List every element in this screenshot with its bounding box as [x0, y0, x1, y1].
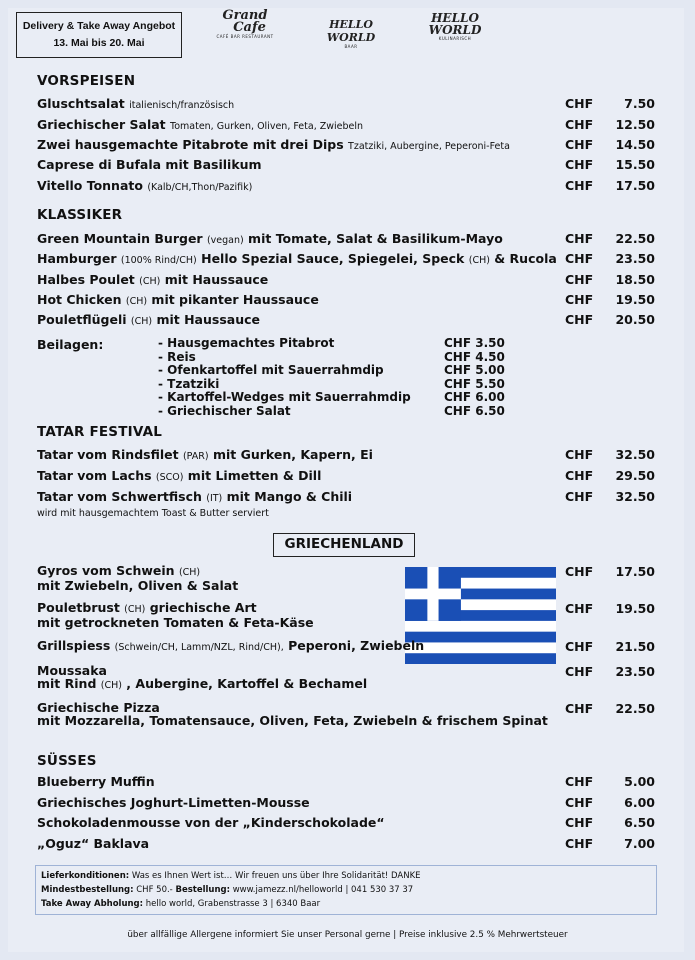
item-price: 23.50: [615, 251, 655, 266]
item-line-2: mit Mozzarella, Tomatensauce, Oliven, Feta, Zwiebeln & frischem Spinat: [37, 713, 548, 728]
menu-item-row: [37, 178, 657, 196]
item-detail: , Aubergine, Kartoffel & Bechamel: [121, 676, 368, 691]
item-origin: (CH): [468, 255, 490, 266]
item-origin: (SCO): [155, 472, 184, 483]
item-detail: Tomaten, Gurken, Oliven, Feta, Zwiebeln: [170, 121, 364, 132]
item-name: [37, 231, 503, 249]
allergen-note: über allfällige Allergene informiert Sie unser Personal gerne | Preise inklusive 2.5 % Mehrwertsteuer: [127, 930, 568, 940]
section-title-tatar: TATAR FESTIVAL: [37, 424, 163, 440]
currency-label: CHF: [565, 292, 594, 307]
item-title: Schokoladenmousse von der „Kinderschokolade“: [37, 815, 385, 830]
side-dish-price: CHF 5.00: [444, 363, 505, 378]
item-price: 7.00: [624, 836, 655, 851]
grand-cafe-logo: Grand Cafe CAFÉ BAR RESTAURANT: [216, 8, 274, 39]
menu-item-row: [37, 489, 657, 507]
item-name: [37, 272, 268, 290]
item-name: [37, 639, 424, 654]
item-name: [37, 96, 234, 114]
tatar-note: wird mit hausgemachtem Toast & Butter serviert: [37, 508, 269, 519]
item-price: 21.50: [615, 639, 655, 654]
item-origin: (CH): [139, 276, 161, 287]
item-name: [37, 701, 548, 727]
item-name: [37, 312, 260, 330]
item-detail: Hello Spezial Sauce, Spiegelei, Speck: [196, 251, 469, 266]
item-name: [37, 137, 510, 155]
menu-item-row: [37, 117, 657, 135]
item-detail: Tzatziki, Aubergine, Peperoni-Feta: [348, 141, 510, 152]
item-name: [37, 157, 262, 173]
item-title: Grillspiess: [37, 638, 115, 653]
currency-label: CHF: [565, 564, 594, 579]
item-name: [37, 664, 367, 692]
item-price: 19.50: [615, 292, 655, 307]
item-title: Zwei hausgemachte Pitabrote mit drei Dips: [37, 137, 344, 152]
side-dish-name: - Hausgemachtes Pitabrot: [158, 336, 335, 350]
menu-item-row: [37, 564, 657, 594]
item-price: 32.50: [615, 489, 655, 504]
menu-item-row: [37, 157, 657, 175]
item-title: Pouletflügeli: [37, 312, 131, 327]
item-origin: (CH): [130, 316, 153, 327]
item-title: Griechische Pizza: [37, 700, 160, 715]
item-detail: mit Rind: [37, 676, 101, 691]
item-title: Vitello Tonnato: [37, 178, 143, 193]
item-line-1: [37, 601, 314, 616]
item-title: Tatar vom Schwertfisch: [37, 489, 207, 504]
item-price: 19.50: [615, 601, 655, 616]
menu-item-row: [37, 774, 657, 792]
currency-label: CHF: [565, 231, 594, 246]
currency-label: CHF: [565, 96, 594, 111]
menu-item-row: [37, 468, 657, 486]
item-name: [37, 489, 352, 507]
item-price: 12.50: [615, 117, 655, 132]
item-price: 17.50: [615, 564, 655, 579]
item-name: [37, 836, 149, 852]
item-title: Tatar vom Lachs: [37, 468, 156, 483]
item-price: 32.50: [615, 447, 655, 462]
item-price: 22.50: [615, 701, 655, 716]
item-detail: mit Haussauce: [160, 272, 269, 287]
currency-label: CHF: [565, 447, 594, 462]
item-detail: mit Tomate, Salat & Basilikum-Mayo: [243, 231, 503, 246]
item-detail: mit Mango & Chili: [222, 489, 353, 504]
item-detail: mit Gurken, Kapern, Ei: [208, 447, 373, 462]
item-name: [37, 251, 557, 269]
item-price: 7.50: [624, 96, 655, 111]
currency-label: CHF: [565, 137, 594, 152]
side-dish-name: - Griechischer Salat: [158, 404, 291, 418]
menu-item-row: [37, 96, 657, 114]
item-origin: (vegan): [206, 235, 244, 246]
item-detail: & Rucola: [489, 251, 557, 266]
offer-dates: 13. Mai bis 20. Mai: [53, 37, 145, 49]
item-detail: mit Haussauce: [152, 312, 260, 327]
item-price: 22.50: [615, 231, 655, 246]
menu-item-row: [37, 251, 657, 269]
hello-world-logo: HELLO WORLD BAAR: [326, 18, 376, 49]
item-title: Hamburger: [37, 251, 121, 266]
item-price: 20.50: [615, 312, 655, 327]
item-detail: griechische Art: [145, 600, 257, 615]
item-title: Blueberry Muffin: [37, 774, 155, 789]
side-dish-price: CHF 4.50: [444, 349, 505, 364]
offer-title: Delivery & Take Away Angebot: [22, 20, 176, 32]
item-origin: (CH): [100, 680, 122, 691]
item-price: 17.50: [615, 178, 655, 193]
item-name: [37, 774, 155, 790]
currency-label: CHF: [565, 601, 594, 616]
item-name: [37, 564, 238, 592]
menu-item-row: [37, 447, 657, 465]
item-line-1: [37, 639, 424, 654]
item-title: Halbes Poulet: [37, 272, 140, 287]
item-line-1: [37, 564, 238, 579]
side-dish-name: - Reis: [158, 349, 196, 364]
item-name: [37, 601, 314, 629]
item-title: Hot Chicken: [37, 292, 126, 307]
item-title: Moussaka: [37, 663, 107, 678]
delivery-info-box: Lieferkonditionen: Was es Ihnen Wert ist… Wir freuen uns über Ihre Solidarität! DANKE Mindestbestellung: CHF 50.- Bestellung: www.jamezz.nl/helloworld | 041 530 37 37 Take Away Abholung: hello world, Grabenstrasse 3 | 6340 Baar: [35, 865, 657, 915]
currency-label: CHF: [565, 639, 594, 654]
item-title: Tatar vom Rindsfilet: [37, 447, 183, 462]
item-origin: (IT): [206, 493, 223, 504]
side-dish-price: CHF 5.50: [444, 376, 505, 391]
currency-label: CHF: [565, 468, 594, 483]
item-origin: (CH): [125, 296, 148, 307]
item-origin: (Schwein/CH, Lamm/NZL, Rind/CH),: [114, 642, 284, 653]
section-title-klassiker: KLASSIKER: [37, 207, 123, 223]
menu-item-row: [37, 601, 657, 631]
currency-label: CHF: [565, 157, 594, 172]
currency-label: CHF: [565, 489, 594, 504]
item-price: 15.50: [615, 157, 655, 172]
item-price: 14.50: [615, 137, 655, 152]
item-title: Griechisches Joghurt-Limetten-Mousse: [37, 795, 310, 810]
currency-label: CHF: [565, 836, 594, 851]
item-name: [37, 795, 310, 811]
item-title: Gluschtsalat: [37, 96, 125, 111]
currency-label: CHF: [565, 815, 594, 830]
item-title: Gyros vom Schwein: [37, 563, 179, 578]
item-title: „Oguz“ Baklava: [37, 836, 150, 851]
currency-label: CHF: [565, 664, 594, 679]
currency-label: CHF: [565, 795, 594, 810]
side-dish-name: - Ofenkartoffel mit Sauerrahmdip: [158, 363, 384, 378]
item-title: Green Mountain Burger: [37, 231, 207, 246]
item-detail: (Kalb/CH,Thon/Pazifik): [147, 182, 253, 193]
item-line-2: mit Zwiebeln, Oliven & Salat: [37, 578, 239, 593]
item-price: 29.50: [615, 468, 655, 483]
hello-world-kulinarisch-logo: HELLO WORLD KULINARISCH: [428, 11, 482, 41]
item-name: [37, 178, 252, 196]
currency-label: CHF: [565, 251, 594, 266]
item-origin: (PAR): [182, 451, 209, 462]
menu-item-row: [37, 137, 657, 155]
item-detail: italienisch/französisch: [129, 100, 235, 111]
menu-item-row: [37, 664, 657, 694]
side-dish-name: - Kartoffel-Wedges mit Sauerrahmdip: [158, 390, 411, 405]
offer-box: [16, 12, 182, 58]
currency-label: CHF: [565, 774, 594, 789]
item-title: Griechischer Salat: [37, 117, 166, 132]
item-detail: mit Limetten & Dill: [183, 468, 322, 483]
menu-item-row: [37, 312, 657, 330]
item-price: 6.50: [624, 815, 655, 830]
menu-item-row: [37, 815, 657, 833]
item-price: 6.00: [624, 795, 655, 810]
item-name: [37, 292, 319, 310]
currency-label: CHF: [565, 701, 594, 716]
side-dish-price: CHF 3.50: [444, 336, 505, 350]
section-title-suesses: SÜSSES: [37, 753, 97, 769]
currency-label: CHF: [565, 312, 594, 327]
currency-label: CHF: [565, 272, 594, 287]
item-price: 23.50: [615, 664, 655, 679]
item-price: 18.50: [615, 272, 655, 287]
item-name: [37, 815, 385, 831]
item-origin: (CH): [124, 604, 146, 615]
item-price: 5.00: [624, 774, 655, 789]
section-title-vorspeisen: VORSPEISEN: [37, 73, 136, 89]
beilagen-label: Beilagen:: [37, 337, 104, 352]
side-dish-name: - Tzatziki: [158, 376, 220, 391]
item-origin: (CH): [178, 567, 201, 578]
item-line-2: mit getrockneten Tomaten & Feta-Käse: [37, 615, 314, 630]
section-title-griechenland: GRIECHENLAND: [273, 533, 415, 557]
item-detail: mit pikanter Haussauce: [147, 292, 319, 307]
menu-item-row: [37, 272, 657, 290]
menu-item-row: [37, 836, 657, 854]
menu-item-row: [37, 231, 657, 249]
item-origin: (100% Rind/CH): [120, 255, 197, 266]
item-title: Caprese di Bufala mit Basilikum: [37, 157, 262, 172]
menu-item-row: [37, 292, 657, 310]
currency-label: CHF: [565, 117, 594, 132]
item-name: [37, 468, 321, 486]
currency-label: CHF: [565, 178, 594, 193]
item-name: [37, 447, 373, 465]
item-line-2: [37, 677, 367, 692]
item-detail: Peperoni, Zwiebeln: [283, 638, 425, 653]
side-dish-price: CHF 6.50: [444, 404, 505, 418]
side-dish-price: CHF 6.00: [444, 390, 505, 405]
item-name: [37, 117, 363, 135]
item-title: Pouletbrust: [37, 600, 125, 615]
menu-item-row: [37, 795, 657, 813]
menu-item-row: [37, 701, 657, 731]
